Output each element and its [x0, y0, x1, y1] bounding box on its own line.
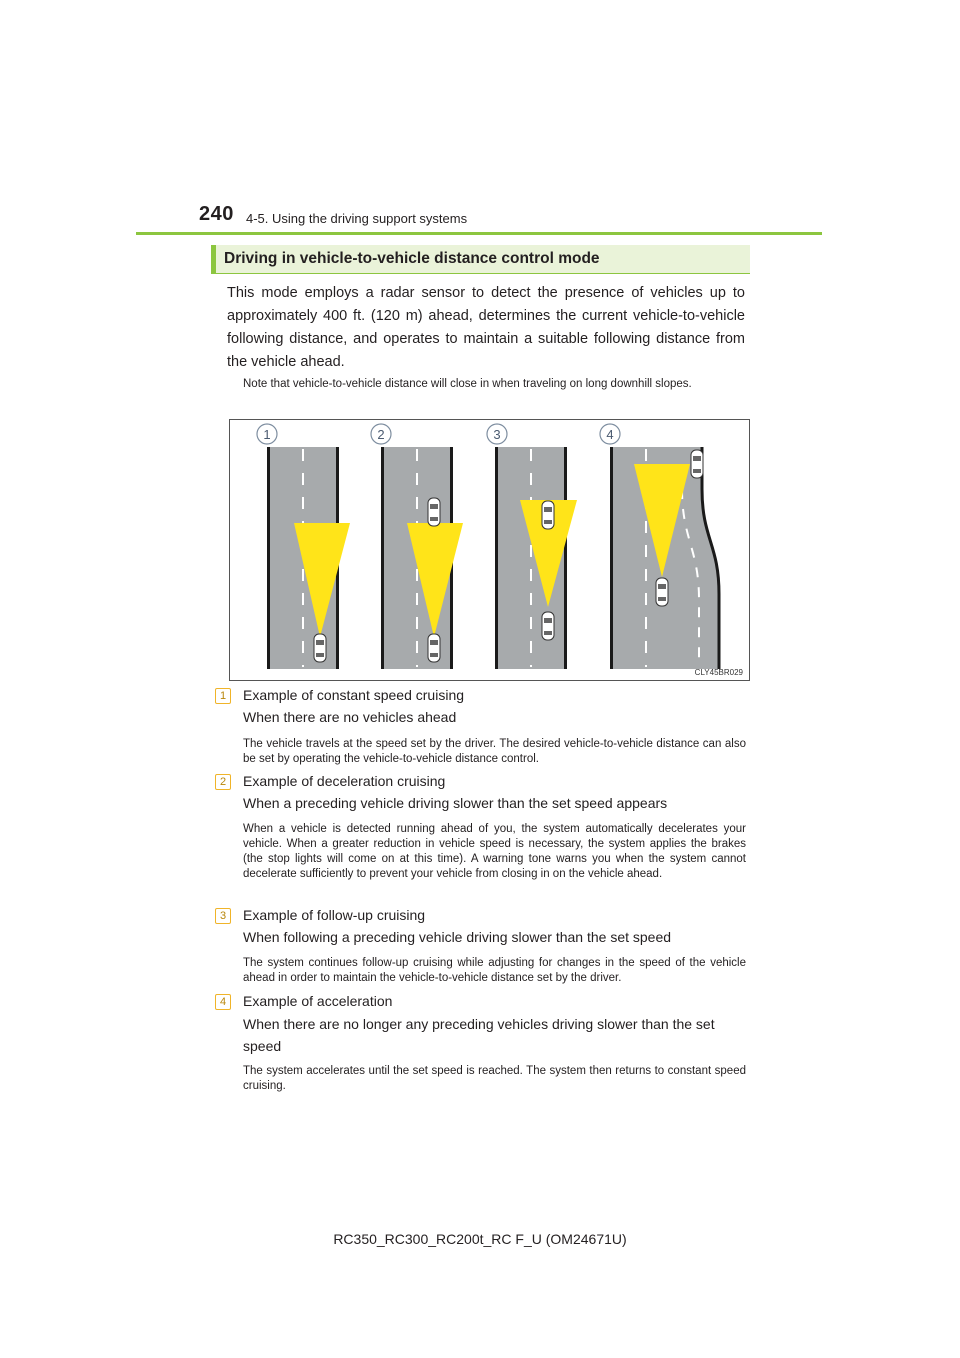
- item-3-subtitle: When following a preceding vehicle driving slower than the set speed: [243, 929, 672, 945]
- item-4-title: Example of acceleration: [243, 993, 393, 1009]
- section-title: 4-5. Using the driving support systems: [246, 211, 468, 226]
- car-icon: [656, 578, 668, 606]
- svg-text:2: 2: [377, 427, 385, 442]
- car-icon: [428, 634, 440, 662]
- item-3-description: The system continues follow-up cruising while adjusting for changes in the speed of the vehicle ahead in order to maintain the vehicle-to-vehicle distance set by the driver.: [243, 957, 746, 984]
- item-1-subtitle: When there are no vehicles ahead: [243, 709, 457, 725]
- note-paragraph: Note that vehicle-to-vehicle distance will close in when traveling on long downhill slopes.: [243, 378, 692, 390]
- item-1-number: 1: [215, 688, 231, 704]
- car-icon: [314, 634, 326, 662]
- item-4-description: The system accelerates until the set speed is reached. The system then returns to constant speed cruising.: [243, 1065, 746, 1092]
- header-rule: [136, 232, 822, 235]
- intro-paragraph: This mode employs a radar sensor to detect the presence of vehicles up to approximately 400 ft. (120 m) ahead, determines the current vehicle-to-vehicle following distance, and operates to maintain a suitable following distance from the vehicle ahead.: [227, 285, 745, 370]
- car-icon: [542, 501, 554, 529]
- radar-cruise-illustration: [229, 419, 750, 681]
- car-icon: [428, 498, 440, 526]
- page-number: 240: [199, 203, 234, 225]
- section-heading: Driving in vehicle-to-vehicle distance control mode: [224, 250, 600, 267]
- item-4-number: 4: [215, 994, 231, 1010]
- panel-1-label: [257, 424, 277, 444]
- panel-2-label: [371, 424, 391, 444]
- panel-4-label: [600, 424, 620, 444]
- item-4-subtitle: When there are no longer any preceding vehicles driving slower than the set speed: [243, 1016, 715, 1054]
- heading-accent: [211, 245, 216, 273]
- svg-text:3: 3: [493, 427, 501, 442]
- svg-text:1: 1: [263, 427, 271, 442]
- panel-3-label: [487, 424, 507, 444]
- footer-model-code: RC350_RC300_RC200t_RC F_U (OM24671U): [333, 1231, 627, 1247]
- section-heading-bar: [211, 245, 750, 274]
- car-icon: [691, 450, 703, 478]
- svg-text:4: 4: [606, 427, 614, 442]
- item-2-subtitle: When a preceding vehicle driving slower than the set speed appears: [243, 795, 668, 811]
- item-1-title: Example of constant speed cruising: [243, 687, 465, 703]
- item-2-description: When a vehicle is detected running ahead of you, the system automatically decelerates your vehicle. When a greater reduction in vehicle speed is necessary, the system applies the brakes (the stop lights will come on at this time). A warning tone warns you when the system cannot decelerate sufficiently to prevent your vehicle from closing in on the vehicle ahead.: [243, 823, 746, 880]
- car-icon: [542, 612, 554, 640]
- item-3-title: Example of follow-up cruising: [243, 907, 426, 923]
- item-3-number: 3: [215, 908, 231, 924]
- item-2-title: Example of deceleration cruising: [243, 773, 446, 789]
- item-1-description: The vehicle travels at the speed set by the driver. The desired vehicle-to-vehicle distance can also be set by operating the vehicle-to-vehicle distance control.: [243, 738, 746, 765]
- figure-code: CLY45BR029: [694, 668, 743, 677]
- item-2-number: 2: [215, 774, 231, 790]
